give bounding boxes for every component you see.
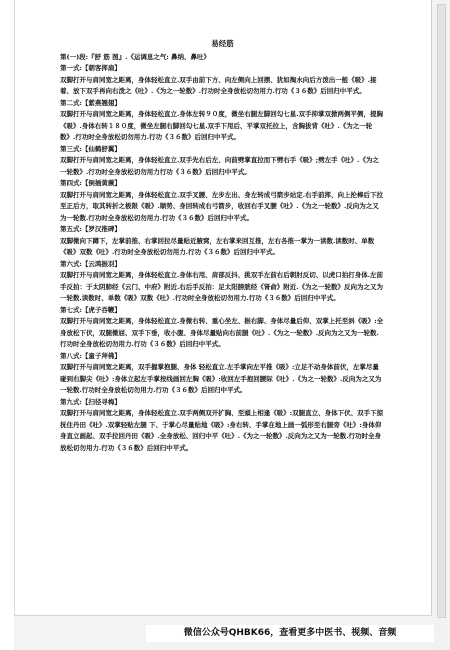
document-paragraph: 双脚打开与肩同宽之距离，身体轻松直立.双手叉腰、左步左出、身左转成弓箭步站定.右手前挥、向上抡棒后下拉至正后方，取其转折之极限《吸》.顺势、身回转成右弓箭步，收回右手叉腰《吐》.《为之一轮数》.反向为之又为一轮数.行功时全身放松切勿用力.行功《３６数》后回归中平式。	[60, 190, 384, 222]
document-page	[60, 38, 385, 598]
document-paragraph: 第二式:【紫燕翘翅】	[60, 98, 121, 107]
document-paragraph: 第八式:【童子拜佛】	[60, 351, 121, 360]
document-paragraph: 第一式:【朝客挥扇】	[60, 64, 121, 72]
document-paragraph: 第四式:【倒插黄蕨】	[60, 179, 121, 187]
document-paragraph: 双脚打开与肩同宽之距离，身体轻松直立.双手先右后左、向前劈掌直拉而下劈右手《吸》;劈左手《吐》.《为之一轮数》.行功时全身放松切勿用力行功《３６数》后回归中平式。	[60, 156, 379, 176]
document-paragraph: 第(一)段:『舒 筋 图』.《运调息之气: 鼻纳、鼻吐》	[60, 52, 211, 61]
document-paragraph: 双脚打开与肩同宽之距离，身体轻松直立.身体右甩、肩部反抖、挑双手左前右后朝肘反切、以虎口拍打身体.左前手反拍：于太阴肺经《云门、中府》附近.右后手反拍：足太阳膀胱经《肾俞》附近.《为之一轮数》反向为之又为一轮数.读数时、单数《吸》双数《吐》.行功时全身放松切勿用力.行功《３６数》后回归中平式。	[60, 271, 384, 302]
document-paragraph: 双脚打开与肩同宽之距离，身体轻松直立.身微右转、重心坐左、振右脚、身体尽量后仰、双掌上托至斜《吸》:全身放松下伏，双腿微屈、双手下垂，收小腹、身体尽量贴向右前腿《吐》.《为之一轮数》.反向为之又为一轮数.行功时全身放松切勿用力.行功《３６数》后回归中平式。	[60, 317, 384, 348]
document-body	[60, 52, 385, 455]
document-paragraph: 双脚打开与肩同宽之距离，身体轻松直立.双手两侧双开扩胸、至頭上相逢《吸》:双腿直立、身体下伏、双手下掠抚住丹田《吐》.双掌轻贴左腿 下、于掌心尽量贴地《吸》:身右转、手掌在地上画一弧形至右腿旁《吐》:身体仰身直立画起、双手拉回丹田《吸》.全身放松、回归中平《吐》.《为之一轮数》.反向为之又为一轮数.行功时全身放松切勿用力.行功《３６数》后回归中平式。	[60, 409, 384, 452]
left-border	[0, 0, 15, 650]
document-paragraph: 双脚打开与肩同宽之距离，双手握掌抱腿、身体 轻松直立.左手掌向左平推《吸》:立足不动身体前伏，左掌尽量碰到右脚尖《吐》:身体立起左手掌按线画回左胸《吸》:收回左手抱回腰际《吐》.《为之一轮数》.反向为之又为一轮数.行功时全身放松切勿用力.行功《３６数》后回归中平式。	[60, 363, 382, 394]
document-title: 易经筋	[211, 39, 234, 48]
document-paragraph: 第五式:【罗汉推碑】	[60, 225, 121, 233]
document-paragraph: 双脚打开与肩同宽之距离，身体轻松直立.身体左转９０度，微坐右腿左脚回勾七星.双手抑掌双掀两侧平侧，提胸《吸》.身体右转１８０度，微坐左腿右脚回勾七星.双手下甩后、平掌双托拉上，含胸拔背《吐》.《为之一轮数》.行功时全身放松切勿用力.行功《３６数》后回归中平式。	[60, 110, 384, 141]
document-paragraph: 第九式:【扫径寻梅】	[60, 397, 121, 406]
document-paragraph: 双脚微向下蹲下，左掌前推、右掌回拉尽量贴近腋窝，左右掌来回互推，左右各推一掌为一读数.读数时、单数《吸》双数《吐》.行功时全身放松切勿用力.行功《３６数》后回归中平式。	[60, 236, 375, 256]
scrollbar-track[interactable]	[437, 4, 446, 618]
document-paragraph: 第七式:【虎子吞鞭】	[60, 305, 121, 314]
vertical-scrollbar[interactable]	[431, 0, 450, 650]
promo-banner: 微信公众号QHBK66，查看更多中医书、视频、音频	[146, 625, 434, 642]
document-paragraph: 第三式:【仙鹤舒翼】	[60, 144, 121, 153]
document-paragraph: 第六式:【云鸿振羽】	[60, 259, 121, 268]
document-paragraph: 双脚打开与肩同宽之距离，身体轻松直立.双手由前下方、向左侧向上回摆、犹如掏水向后方泼出一般《吸》.接着、放下双手再向右泼之《吐》.《为之一轮数》.行功时全身放松切勿用力.行功《３６数》后回归中平式。	[60, 75, 377, 95]
